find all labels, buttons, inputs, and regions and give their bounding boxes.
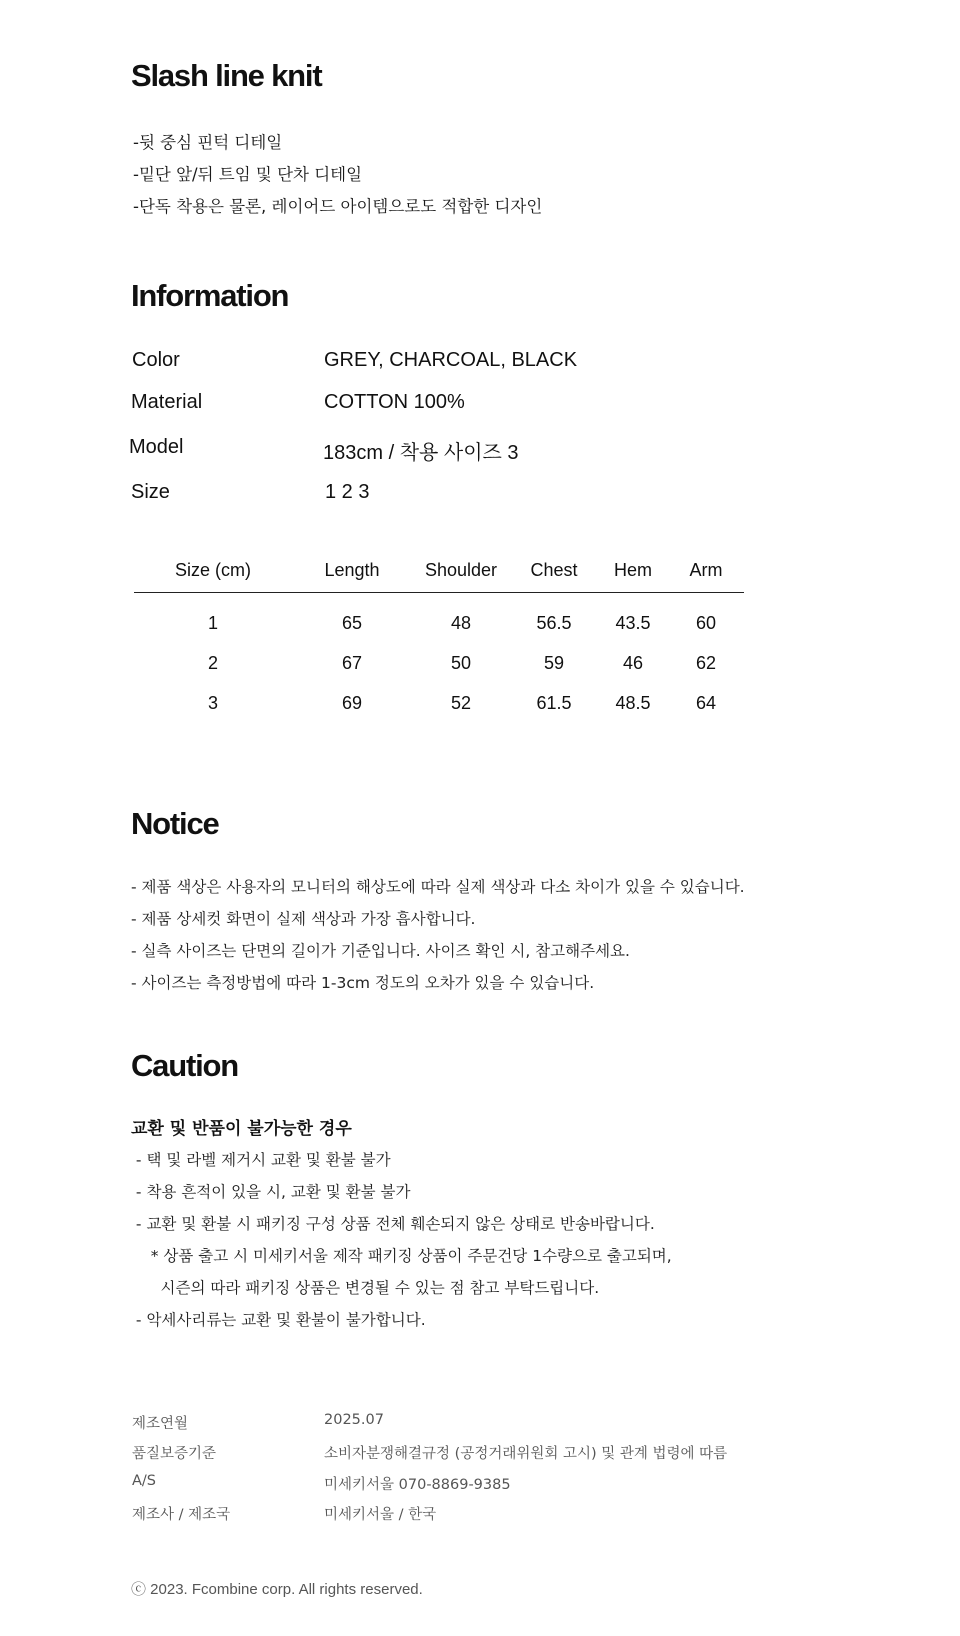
detail-line: -단독 착용은 물론, 레이어드 아이템으로도 적합한 디자인 <box>133 197 543 216</box>
table-cell: 65 <box>341 612 363 633</box>
table-cell: 67 <box>341 652 363 673</box>
table-row <box>134 683 744 723</box>
notice-line: - 실측 사이즈는 단면의 길이가 기준입니다. 사이즈 확인 시, 참고해주세요. <box>131 942 630 960</box>
notice-line: - 제품 상세컷 화면이 실제 색상과 가장 흡사합니다. <box>131 910 476 928</box>
table-cell: 3 <box>207 692 218 713</box>
table-cell: 64 <box>695 692 717 713</box>
size-table <box>134 548 744 723</box>
info-value-color: GREY, CHARCOAL, BLACK <box>324 349 578 371</box>
table-row <box>134 643 744 683</box>
footer-value: 미세키서울 / 한국 <box>324 1507 437 1523</box>
table-cell: 48 <box>450 612 472 633</box>
header-chest: Chest <box>510 548 598 593</box>
detail-line: -뒷 중심 핀턱 디테일 <box>133 133 283 152</box>
information-title: Information <box>131 278 289 313</box>
footer-label: 제조연월 <box>132 1416 189 1432</box>
info-value-model: 183cm / 착용 사이즈 3 <box>323 442 519 464</box>
caution-subtitle: 교환 및 반품이 불가능한 경우 <box>131 1119 352 1139</box>
table-cell: 62 <box>695 652 717 673</box>
caution-line: - 착용 흔적이 있을 시, 교환 및 환불 불가 <box>131 1183 411 1201</box>
caution-line: 시즌의 따라 패키징 상품은 변경될 수 있는 점 참고 부탁드립니다. <box>131 1279 600 1297</box>
info-label-size: Size <box>131 481 170 503</box>
header-arm: Arm <box>668 548 744 593</box>
info-label-color: Color <box>132 349 180 371</box>
notice-line: - 제품 색상은 사용자의 모니터의 해상도에 따라 실제 색상과 다소 차이가 있을 수 있습니다. <box>131 878 745 896</box>
table-row <box>134 593 744 644</box>
info-value-size: 1 2 3 <box>325 481 370 503</box>
caution-line: - 악세사리류는 교환 및 환불이 불가합니다. <box>131 1311 426 1329</box>
table-cell: 43.5 <box>615 612 651 633</box>
caution-line: * 상품 출고 시 미세키서울 제작 패키징 상품이 주문건당 1수량으로 출고되며, <box>131 1247 672 1265</box>
footer-value: 2025.07 <box>324 1412 384 1428</box>
header-length: Length <box>292 548 412 593</box>
header-size: Size (cm) <box>134 548 292 593</box>
header-shoulder: Shoulder <box>412 548 510 593</box>
caution-line: - 교환 및 환불 시 패키징 구성 상품 전체 훼손되지 않은 상태로 반송바랍니다. <box>131 1215 655 1233</box>
table-cell: 50 <box>450 652 472 673</box>
notice-title: Notice <box>131 806 219 841</box>
footer-label: 품질보증기준 <box>132 1446 217 1462</box>
table-cell: 56.5 <box>536 612 572 633</box>
notice-line: - 사이즈는 측정방법에 따라 1-3cm 정도의 오차가 있을 수 있습니다. <box>131 974 595 992</box>
table-cell: 48.5 <box>615 692 651 713</box>
size-table-header <box>134 548 744 593</box>
table-cell: 59 <box>543 652 565 673</box>
table-cell: 1 <box>207 612 218 633</box>
header-hem: Hem <box>598 548 668 593</box>
footer-label: 제조사 / 제조국 <box>132 1507 231 1523</box>
product-title: Slash line knit <box>131 58 322 93</box>
table-cell: 52 <box>450 692 472 713</box>
caution-title: Caution <box>131 1048 238 1083</box>
table-cell: 2 <box>207 652 218 673</box>
copyright-text: ⓒ 2023. Fcombine corp. All rights reserved. <box>131 1581 423 1598</box>
detail-line: -밑단 앞/뒤 트임 및 단차 디테일 <box>133 165 363 184</box>
caution-line: - 택 및 라벨 제거시 교환 및 환불 불가 <box>131 1151 391 1169</box>
table-cell: 46 <box>622 652 644 673</box>
info-label-model: Model <box>129 436 184 458</box>
info-value-material: COTTON 100% <box>324 391 465 413</box>
footer-value: 미세키서울 070-8869-9385 <box>324 1477 511 1493</box>
table-cell: 69 <box>341 692 363 713</box>
table-cell: 60 <box>695 612 717 633</box>
info-label-material: Material <box>131 391 203 413</box>
table-cell: 61.5 <box>536 692 572 713</box>
footer-label: A/S <box>132 1473 157 1489</box>
footer-value: 소비자분쟁해결규정 (공정거래위원회 고시) 및 관계 법령에 따름 <box>324 1446 728 1462</box>
